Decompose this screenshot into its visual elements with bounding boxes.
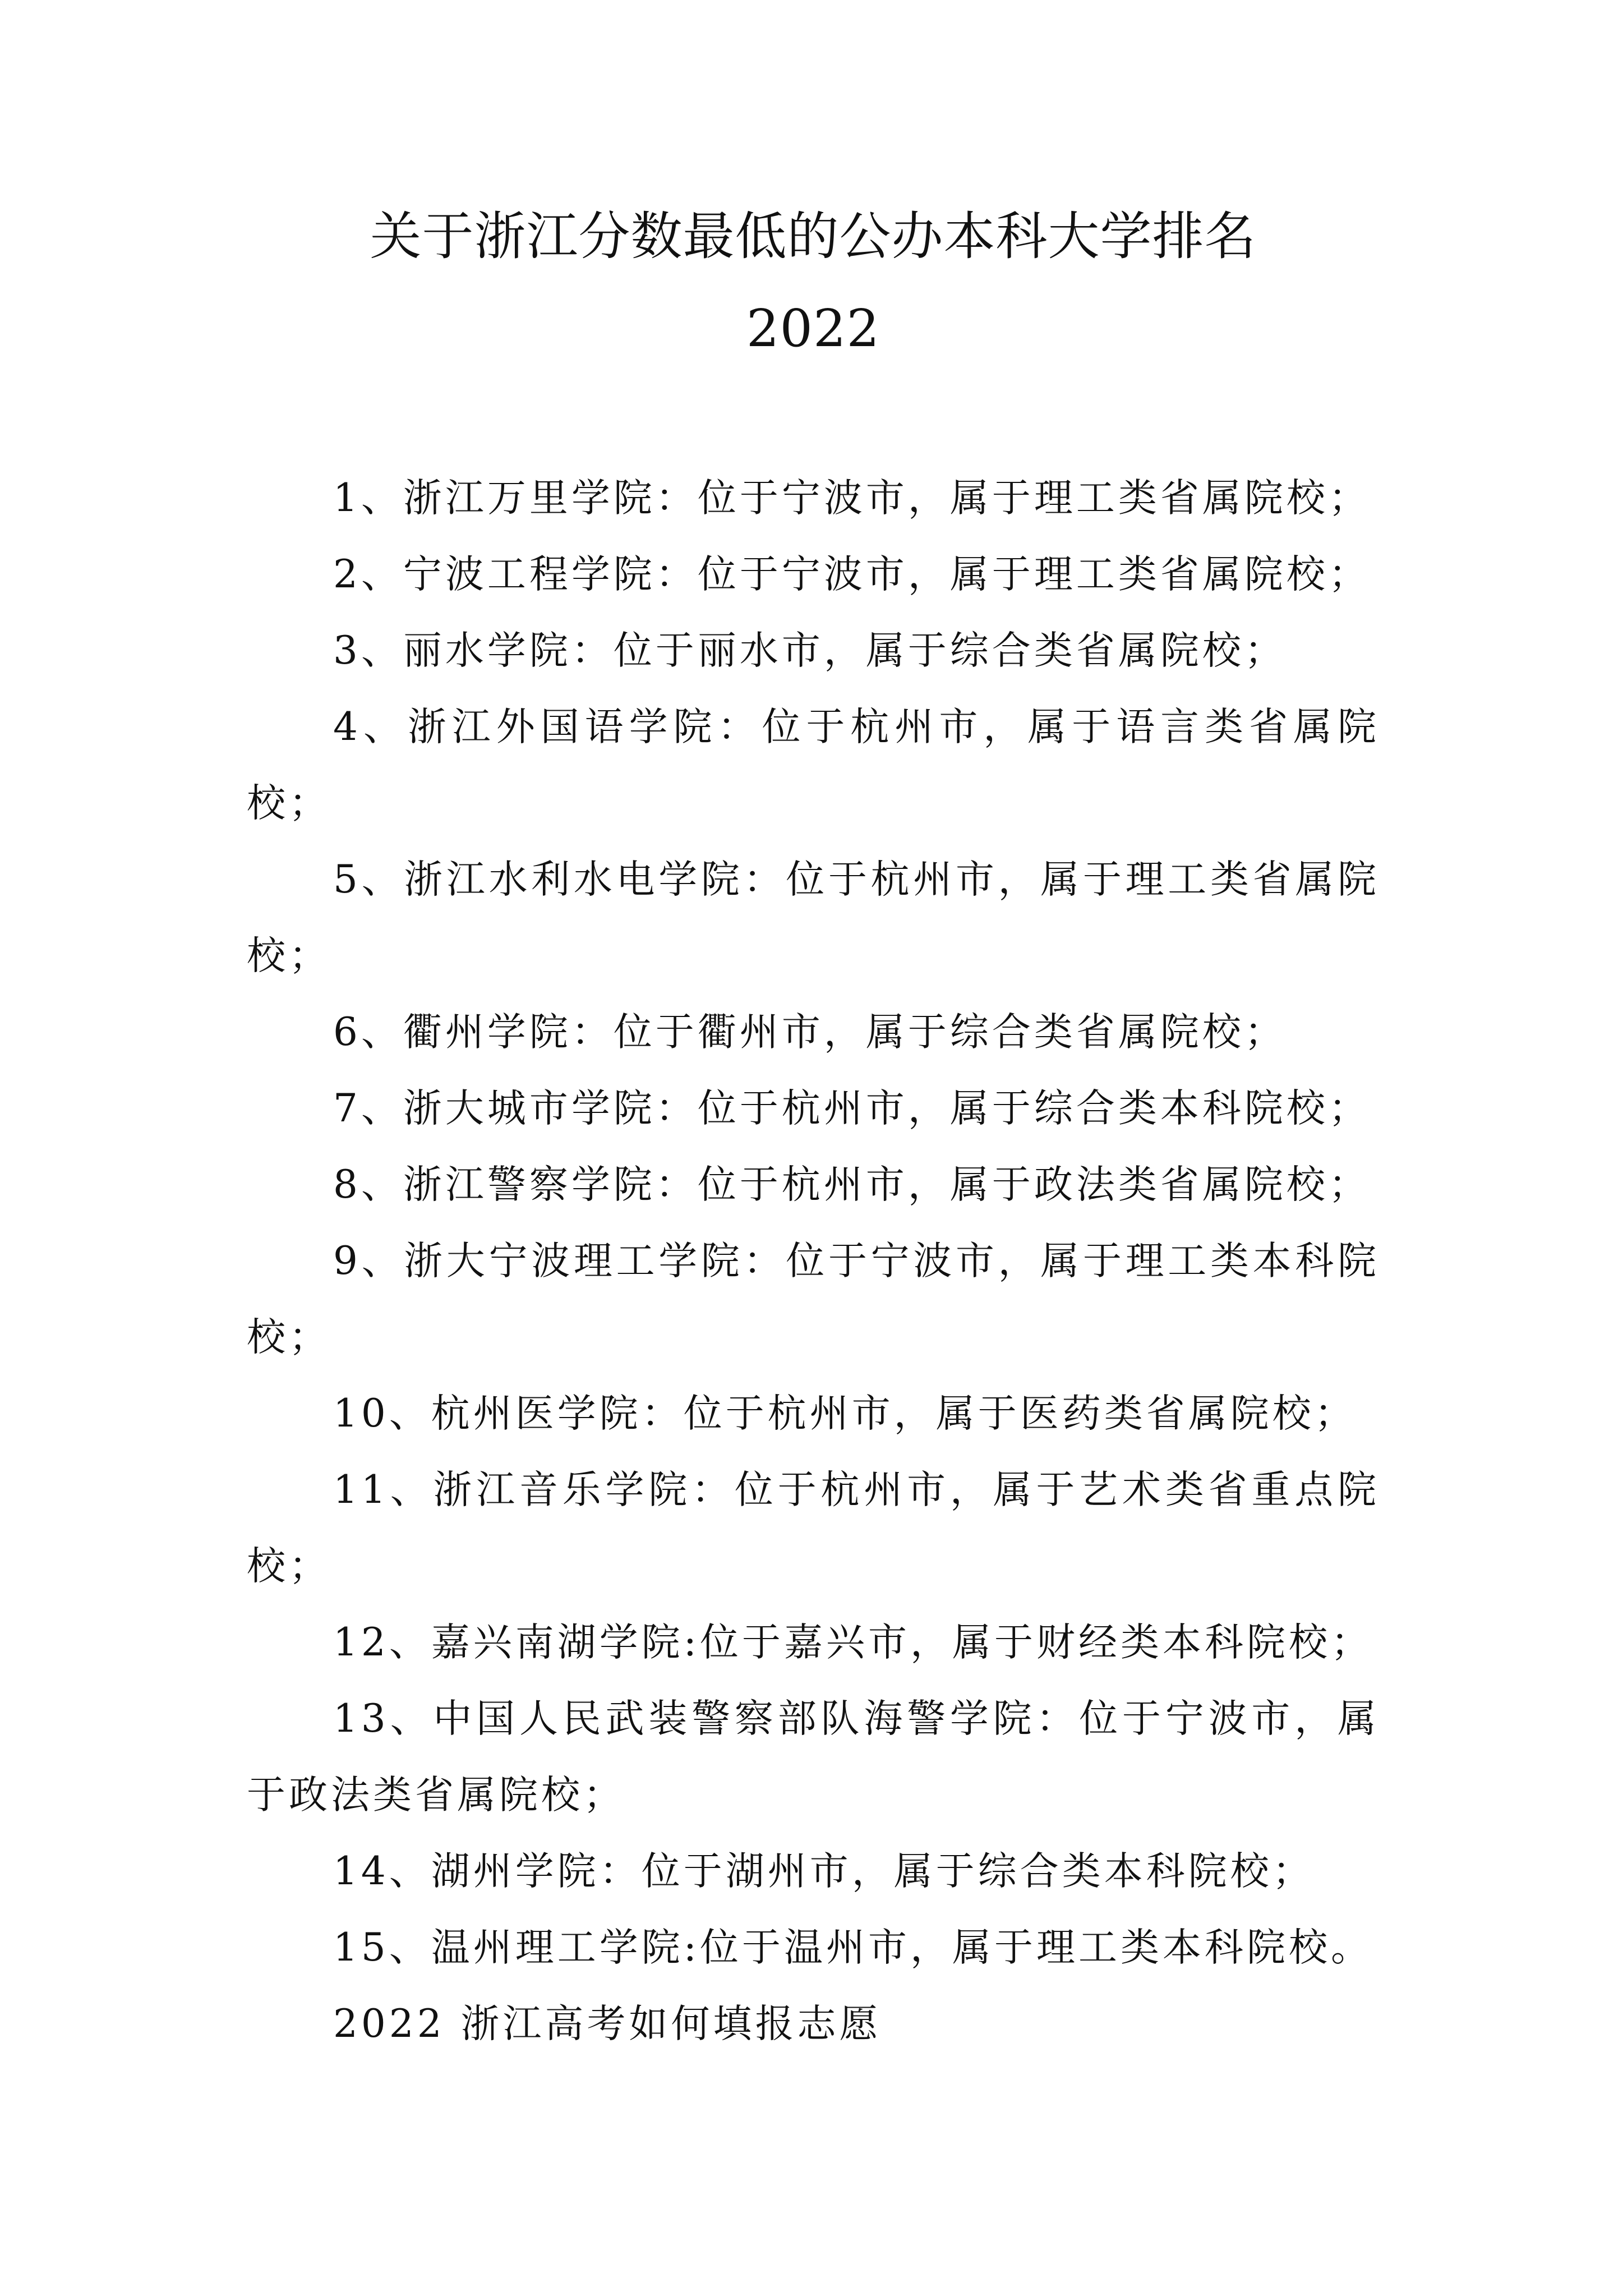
title-line-1: 关于浙江分数最低的公办本科大学排名 <box>370 206 1257 266</box>
document-body <box>247 460 1380 2062</box>
list-item: 12、嘉兴南湖学院:位于嘉兴市，属于财经类本科院校； <box>333 1620 1373 1665</box>
list-item: 10、杭州医学院：位于杭州市，属于医药类省属院校； <box>333 1391 1357 1436</box>
list-item: 11、浙江音乐学院：位于杭州市，属于艺术类省重点院校； <box>247 1467 1380 1589</box>
page-title <box>247 191 1380 375</box>
list-item: 4、浙江外国语学院：位于杭州市，属于语言类省属院校； <box>247 705 1380 826</box>
closing-heading: 2022 浙江高考如何填报志愿 <box>333 2001 882 2046</box>
list-item: 8、浙江警察学院：位于杭州市，属于政法类省属院校； <box>333 1162 1371 1207</box>
list-item: 5、浙江水利水电学院：位于杭州市，属于理工类省属院校； <box>247 857 1380 978</box>
list-item: 1、浙江万里学院：位于宁波市，属于理工类省属院校； <box>333 476 1371 521</box>
title-line-2: 2022 <box>746 298 880 358</box>
list-item: 2、宁波工程学院：位于宁波市，属于理工类省属院校； <box>333 552 1371 597</box>
list-item: 7、浙大城市学院：位于杭州市，属于综合类本科院校； <box>333 1086 1371 1131</box>
list-item: 3、丽水学院：位于丽水市，属于综合类省属院校； <box>333 628 1287 673</box>
list-item: 15、温州理工学院:位于温州市，属于理工类本科院校。 <box>333 1925 1373 1970</box>
list-item: 6、衢州学院：位于衢州市，属于综合类省属院校； <box>333 1010 1287 1055</box>
list-item: 14、湖州学院：位于湖州市，属于综合类本科院校； <box>333 1849 1315 1894</box>
list-item: 13、中国人民武装警察部队海警学院：位于宁波市，属于政法类省属院校； <box>247 1696 1380 1818</box>
list-item: 9、浙大宁波理工学院：位于宁波市，属于理工类本科院校； <box>247 1239 1380 1360</box>
